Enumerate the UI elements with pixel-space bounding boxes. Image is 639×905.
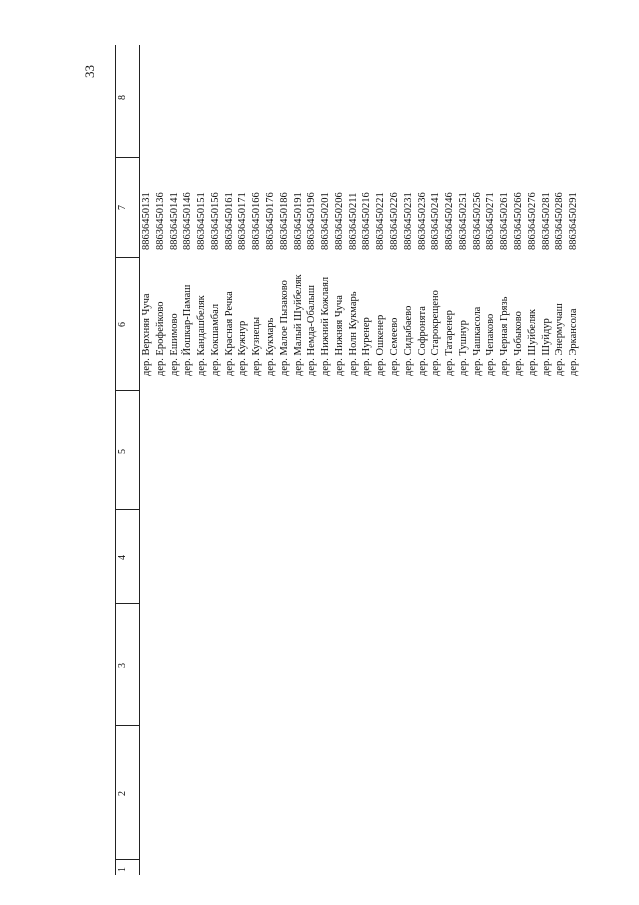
settlement-name-text: дер. Нуренер	[361, 317, 373, 376]
settlement-name-text: дер. Тушнур	[457, 320, 469, 376]
oktmo-code-text: 88636450221	[375, 192, 387, 250]
oktmo-code-text: 88636450191	[292, 192, 304, 250]
column-number-4: 4	[117, 555, 128, 560]
oktmo-code-text: 88636450286	[554, 192, 566, 250]
oktmo-code-text: 88636450226	[388, 192, 400, 250]
oktmo-code-text: 88636450176	[265, 192, 276, 250]
settlement-name-text: дер. Красная Речка	[223, 291, 235, 376]
settlement-name-text: дер. Софронята	[416, 306, 428, 376]
settlement-name-text: дер. Ерофейково	[154, 301, 166, 376]
oktmo-code-text: 88636450206	[333, 192, 345, 250]
column-separator	[115, 725, 139, 726]
settlement-name-text: дер. Малый Шуйбеляк	[292, 274, 304, 376]
oktmo-code-text: 88636450141	[168, 192, 180, 250]
oktmo-code-text: 88636450251	[457, 192, 469, 250]
settlement-name-text: дер. Ошкенер	[375, 314, 387, 376]
settlement-name-text: дер. Шуйдур	[540, 318, 552, 376]
oktmo-code-text: 88636450196	[306, 192, 318, 250]
column-separator	[115, 157, 139, 158]
oktmo-code-text: 88636450236	[416, 192, 428, 250]
settlement-name-text: дер. Нолн Кукмарь	[347, 291, 359, 376]
oktmo-code-text: 88636450281	[540, 192, 552, 250]
column-separator	[115, 603, 139, 604]
oktmo-code-text: 88636450291	[568, 192, 579, 250]
column-separator	[115, 509, 139, 510]
oktmo-code-text: 88636450156	[209, 192, 221, 250]
settlement-name-text: дер. Кужнур	[237, 320, 249, 376]
oktmo-code-text: 88636450201	[320, 192, 332, 250]
column-number-5: 5	[117, 449, 128, 454]
oktmo-code-text: 88636450211	[347, 192, 359, 250]
column-separator	[115, 859, 139, 860]
oktmo-code-text: 88636450131	[141, 192, 152, 250]
column-number-2: 2	[117, 791, 128, 796]
oktmo-code-text: 88636450271	[485, 192, 497, 250]
oktmo-code-text: 88636450241	[430, 192, 442, 250]
settlement-name-text: дер. Чепаково	[485, 313, 497, 376]
column-number-8: 8	[117, 95, 128, 100]
settlement-name-text: дер. Чобыково	[512, 311, 524, 376]
settlement-name-text: дер. Малое Пызаково	[278, 280, 290, 376]
oktmo-code-text: 88636450216	[361, 192, 373, 250]
settlement-name-text: дер. Верхняя Чуча	[141, 293, 152, 376]
oktmo-code-text: 88636450266	[512, 192, 524, 250]
settlement-name-text: дер. Йошкар-Памаш	[182, 284, 194, 376]
oktmo-code-text: 88636450186	[278, 192, 290, 250]
column-number-3: 3	[117, 663, 128, 668]
oktmo-code-text: 88636450161	[223, 192, 235, 250]
column-number-7: 7	[117, 205, 128, 210]
settlement-name-text: дер. Кокшамбал	[209, 303, 221, 376]
settlement-name-text: дер. Сидыбаево	[402, 305, 414, 376]
settlement-name-text: дер. Татаренер	[444, 310, 455, 376]
oktmo-code-text: 88636450256	[471, 192, 483, 250]
column-separator	[115, 257, 139, 258]
settlement-name-text: дер. Ешимово	[168, 313, 180, 376]
settlement-name-text: дер. Шуйбеляк	[526, 309, 538, 376]
table-header	[115, 45, 139, 875]
oktmo-code-text: 88636450261	[499, 192, 511, 250]
settlement-name-text: дер. Нижняя Чуча	[333, 295, 345, 376]
settlement-name-text: дер. Кандашбеляк	[196, 295, 208, 376]
settlement-name-text: дер. Энермучаш	[554, 303, 566, 376]
oktmo-code-text: 88636450146	[182, 192, 194, 250]
page-number: 33	[82, 65, 97, 78]
table-line-left	[115, 45, 116, 875]
settlement-name-text: дер. Немда-Обалыш	[306, 285, 318, 376]
settlement-name-text: дер. Старокрещено	[430, 290, 442, 376]
settlement-name-text: дер. Эркансола	[568, 308, 579, 376]
settlement-name-text: дер. Семеево	[388, 317, 400, 376]
settlement-name-text: дер. Кукмарь	[265, 317, 276, 376]
column-number-6: 6	[117, 322, 128, 327]
settlement-name-text: дер. Кузнецы	[251, 316, 263, 376]
oktmo-code-text: 88636450276	[526, 192, 538, 250]
settlement-name-text: дер. Чашкасола	[471, 306, 483, 376]
oktmo-code-text: 88636450136	[154, 192, 166, 250]
table-line-right	[139, 45, 140, 875]
oktmo-code-text: 88636450171	[237, 192, 249, 250]
oktmo-code-text: 88636450246	[444, 192, 455, 250]
oktmo-code-text: 88636450231	[402, 192, 414, 250]
settlement-name-text: дер. Нижний Кожлаял	[320, 276, 332, 376]
oktmo-code-text: 88636450166	[251, 192, 263, 250]
settlement-name-text: дер. Черная Грязь	[499, 296, 511, 376]
column-separator	[115, 390, 139, 391]
oktmo-code-text: 88636450151	[196, 192, 208, 250]
column-number-1: 1	[117, 867, 128, 872]
